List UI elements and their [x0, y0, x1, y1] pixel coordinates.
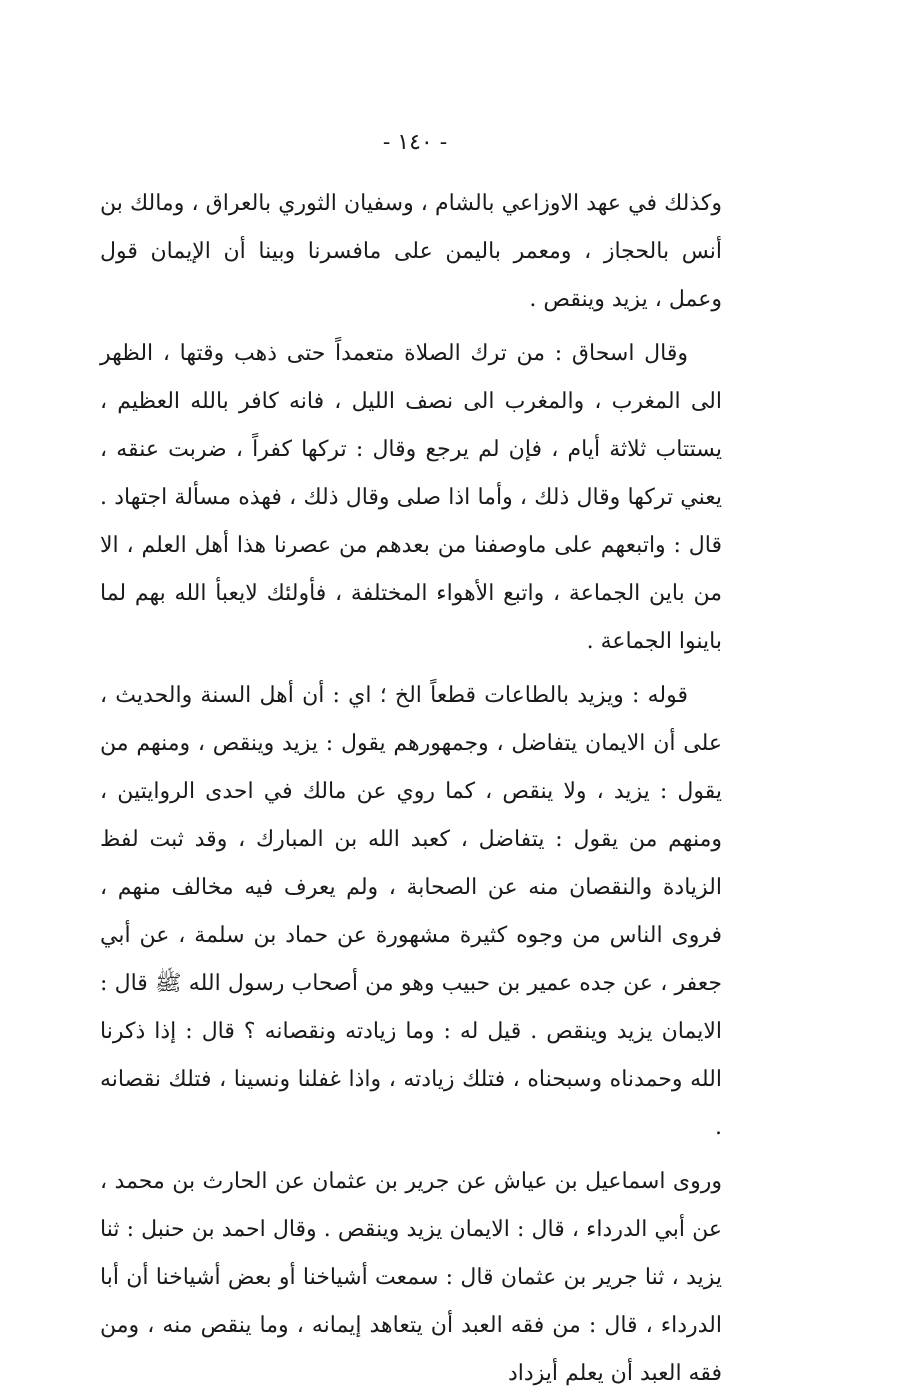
paragraph: وكذلك في عهد الاوزاعي بالشام ، وسفيان الثوري بالعراق ، ومالك بن أنس بالحجاز ، ومعمر باليمن على مافسرنا وبينا أن الإيمان قول وعمل ، يزيد وينقص . [100, 191, 722, 312]
page-body [100, 180, 722, 1398]
page-number: - ١٤٠ - [382, 130, 448, 155]
paragraph: وقال اسحاق : من ترك الصلاة متعمداً حتى ذهب وقتها ، الظهر الى المغرب ، والمغرب الى نصف الليل ، فانه كافر بالله العظيم ، يستتاب ثلاثة أيام ، فإن لم يرجع وقال : تركها كفراً ، ضربت عنقه ، يعني تركها وقال ذلك ، وأما اذا صلى وقال ذلك ، فهذه مسألة اجتهاد . قال : واتبعهم على ماوصفنا من بعدهم من عصرنا هذا أهل العلم ، الا من باين الجماعة ، واتبع الأهواء المختلفة ، فأولئك لايعبأ الله بهم لما باينوا الجماعة . [100, 341, 722, 654]
paragraph: قوله : ويزيد بالطاعات قطعاً الخ ؛ اي : أن أهل السنة والحديث ، على أن الايمان يتفاضل ، وجمهورهم يقول : يزيد وينقص ، ومنهم من يقول : يزيد ، ولا ينقص ، كما روي عن مالك في احدى الروايتين ، ومنهم من يقول : يتفاضل ، كعبد الله بن المبارك ، وقد ثبت لفظ الزيادة والنقصان منه عن الصحابة ، ولم يعرف فيه مخالف منهم ، فروى الناس من وجوه كثيرة مشهورة عن حماد بن سلمة ، عن أبي جعفر ، عن جده عمير بن حبيب وهو من أصحاب رسول الله ﷺ قال : الايمان يزيد وينقص . قيل له : وما زيادته ونقصانه ؟ قال : إذا ذكرنا الله وحمدناه وسبحناه ، فتلك زيادته ، واذا غفلنا ونسينا ، فتلك نقصانه . [100, 683, 722, 1140]
paragraph: وروى اسماعيل بن عياش عن جرير بن عثمان عن الحارث بن محمد ، عن أبي الدرداء ، قال : الايمان يزيد وينقص . وقال احمد بن حنبل : ثنا يزيد ، ثنا جرير بن عثمان قال : سمعت أشياخنا أو بعض أشياخنا أن أبا الدرداء ، قال : من فقه العبد أن يتعاهد إيمانه ، وما ينقص منه ، ومن فقه العبد أن يعلم أيزداد [100, 1169, 722, 1386]
